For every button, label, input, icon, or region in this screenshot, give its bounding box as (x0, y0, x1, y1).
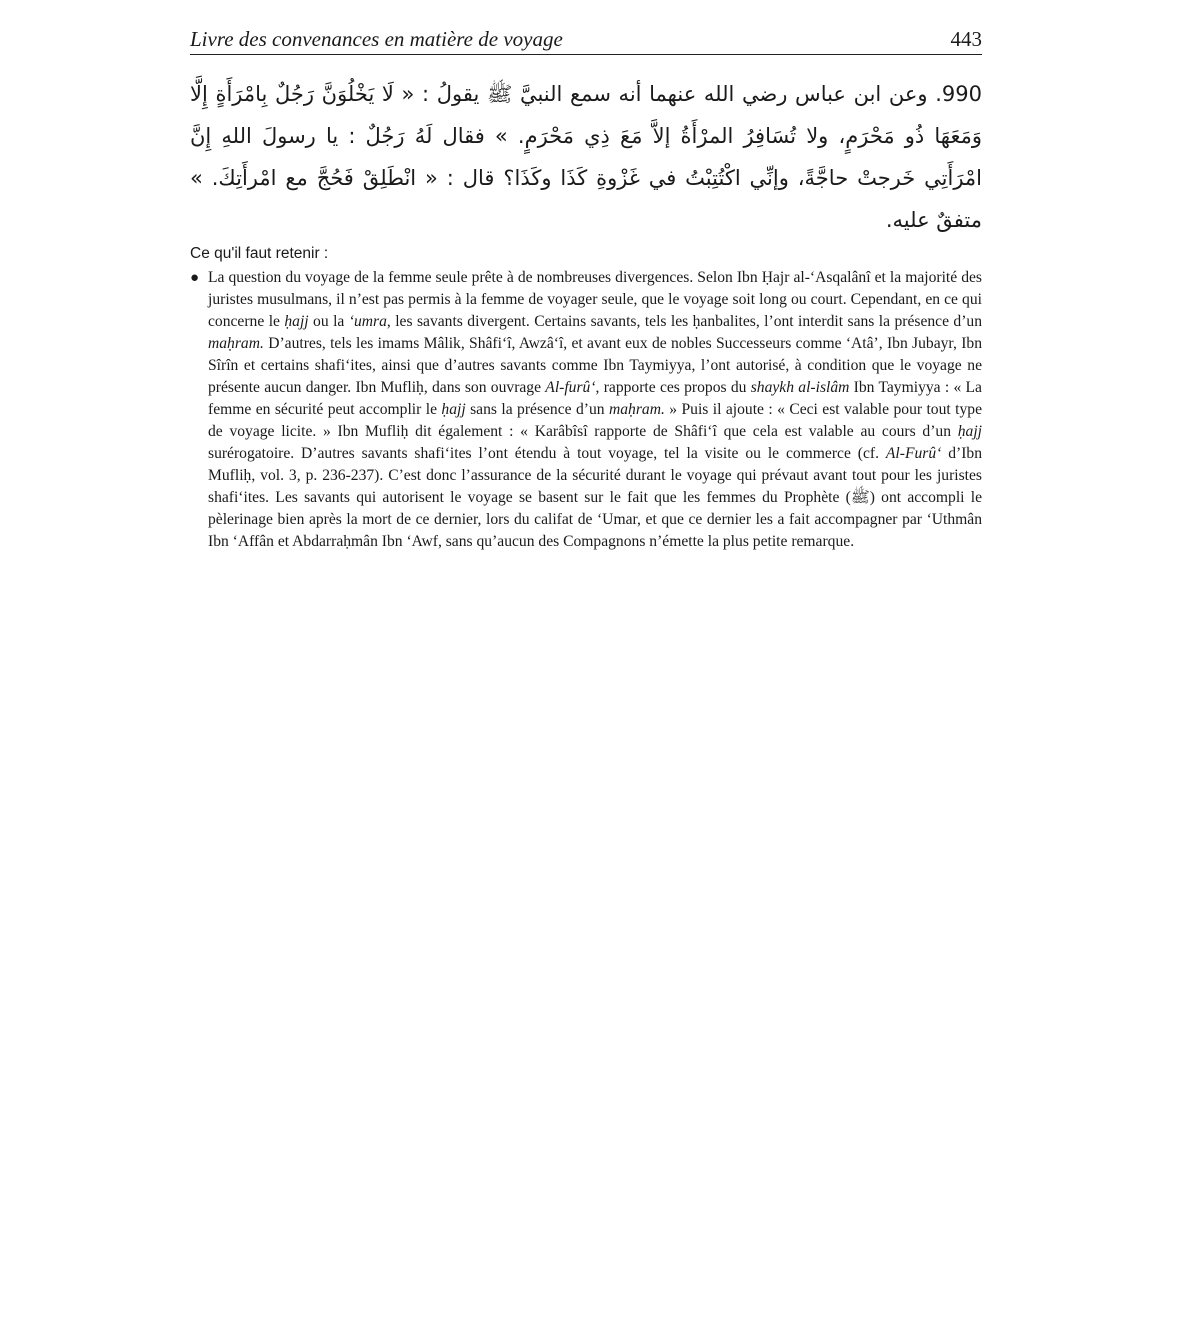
text-run: » Puis il ajoute : « Ceci est valable pour tout type de voyage licite. » Ibn Mufliḥ dit également : « Karâbîsî rapporte de Shâfi‘î que cela est valable au cours d’un (208, 401, 982, 440)
text-run: ou la (308, 313, 349, 330)
list-item (190, 267, 982, 553)
text-run: d’Ibn Mufliḥ, vol. 3, p. 236-237). C’est donc l’assurance de la sécurité durant le voyage qui prévaut avant tout pour les juristes shafi‘ites. Les savants qui autorisent le voyage se basent sur le fait que les femmes du Prophète (ﷺ) ont accompli le pèlerinage bien après la mort de ce dernier, lors du califat de ‘Umar, et que ce dernier les a fait accompagner par ‘Uthmân Ibn ‘Affân et Abdarraḥmân Ibn ‘Awf, sans qu’aucun des Compagnons n’émette la plus petite remarque. (208, 445, 982, 550)
text-run: , rapporte ces propos du (595, 379, 751, 396)
italic-term: ḥajj (441, 401, 466, 418)
hadith-arabic-text (190, 73, 982, 241)
italic-term: maḥram. (208, 335, 264, 352)
hadith-number: 990. (935, 82, 982, 106)
page-number: 443 (950, 27, 982, 51)
text-run: sans la présence d’un (465, 401, 609, 418)
italic-term: ‘umra (348, 313, 387, 330)
italic-term: Al-furû‘ (545, 379, 596, 396)
text-run: , les savants divergent. Certains savants, tels les ḥanbalites, l’ont interdit sans la présence d’un (386, 313, 983, 330)
running-title: Livre des convenances en matière de voyage (190, 27, 563, 51)
hadith-body: وعن ابن عباس رضي الله عنهما أنه سمع النبيَّ ﷺ يقولُ : « لَا يَخْلُوَنَّ رَجُلٌ بِامْرَأَةٍ إِلَّا وَمَعَهَا ذُو مَحْرَمٍ، ولا تُسَافِرُ المرْأَةُ إلاَّ مَعَ ذِي مَحْرَمٍ. » فقال لَهُ رَجُلٌ : يا رسولَ اللهِ إِنَّ امْرَأَتِي خَرجتْ حاجَّةً، وإنِّي اكْتُتِبْتُ في غَزْوةِ كَذَا وكَذَا؟ قال : « انْطَلِقْ فَحُجَّ مع امْرأَتِكَ. » متفقٌ عليه. (190, 82, 982, 232)
text-run: Ibn Taymiyya : « La femme en sécurité peut accomplir le (208, 379, 982, 418)
text-run: surérogatoire. D’autres savants shafi‘ites l’ont étendu à tout voyage, tel la visite ou le commerce (cf. (208, 445, 886, 462)
italic-term: ḥajj (284, 313, 309, 330)
commentary-paragraph (208, 267, 982, 553)
italic-term: ḥajj (957, 423, 982, 440)
italic-term: shaykh al-islâm (750, 379, 850, 396)
italic-term: maḥram. (608, 401, 665, 418)
text-run: D’autres, tels les imams Mâlik, Shâfi‘î, Awzâ‘î, et avant eux de nobles Successeurs comme ‘Atâ’, Ibn Jubayr, Ibn Sîrîn et certains shafi‘ites, ainsi que d’autres savants comme Ibn Taymiyya, l’ont autorisé, à condition que le voyage ne présente aucun danger. Ibn Mufliḥ, dans son ouvrage (208, 335, 982, 396)
running-head (190, 18, 982, 55)
book-page (190, 18, 982, 553)
text-run: La question du voyage de la femme seule prête à de nombreuses divergences. Selon Ibn Ḥajr al-‘Asqalânî et la majorité des juristes musulmans, il n’est pas permis à la femme de voyager seule, que le voyage soit long ou court. Cependant, en ce qui concerne le (208, 269, 982, 330)
bullet-icon: ● (190, 270, 200, 286)
retain-heading: Ce qu'il faut retenir : (190, 245, 329, 262)
italic-term: Al-Furû‘ (885, 445, 942, 462)
